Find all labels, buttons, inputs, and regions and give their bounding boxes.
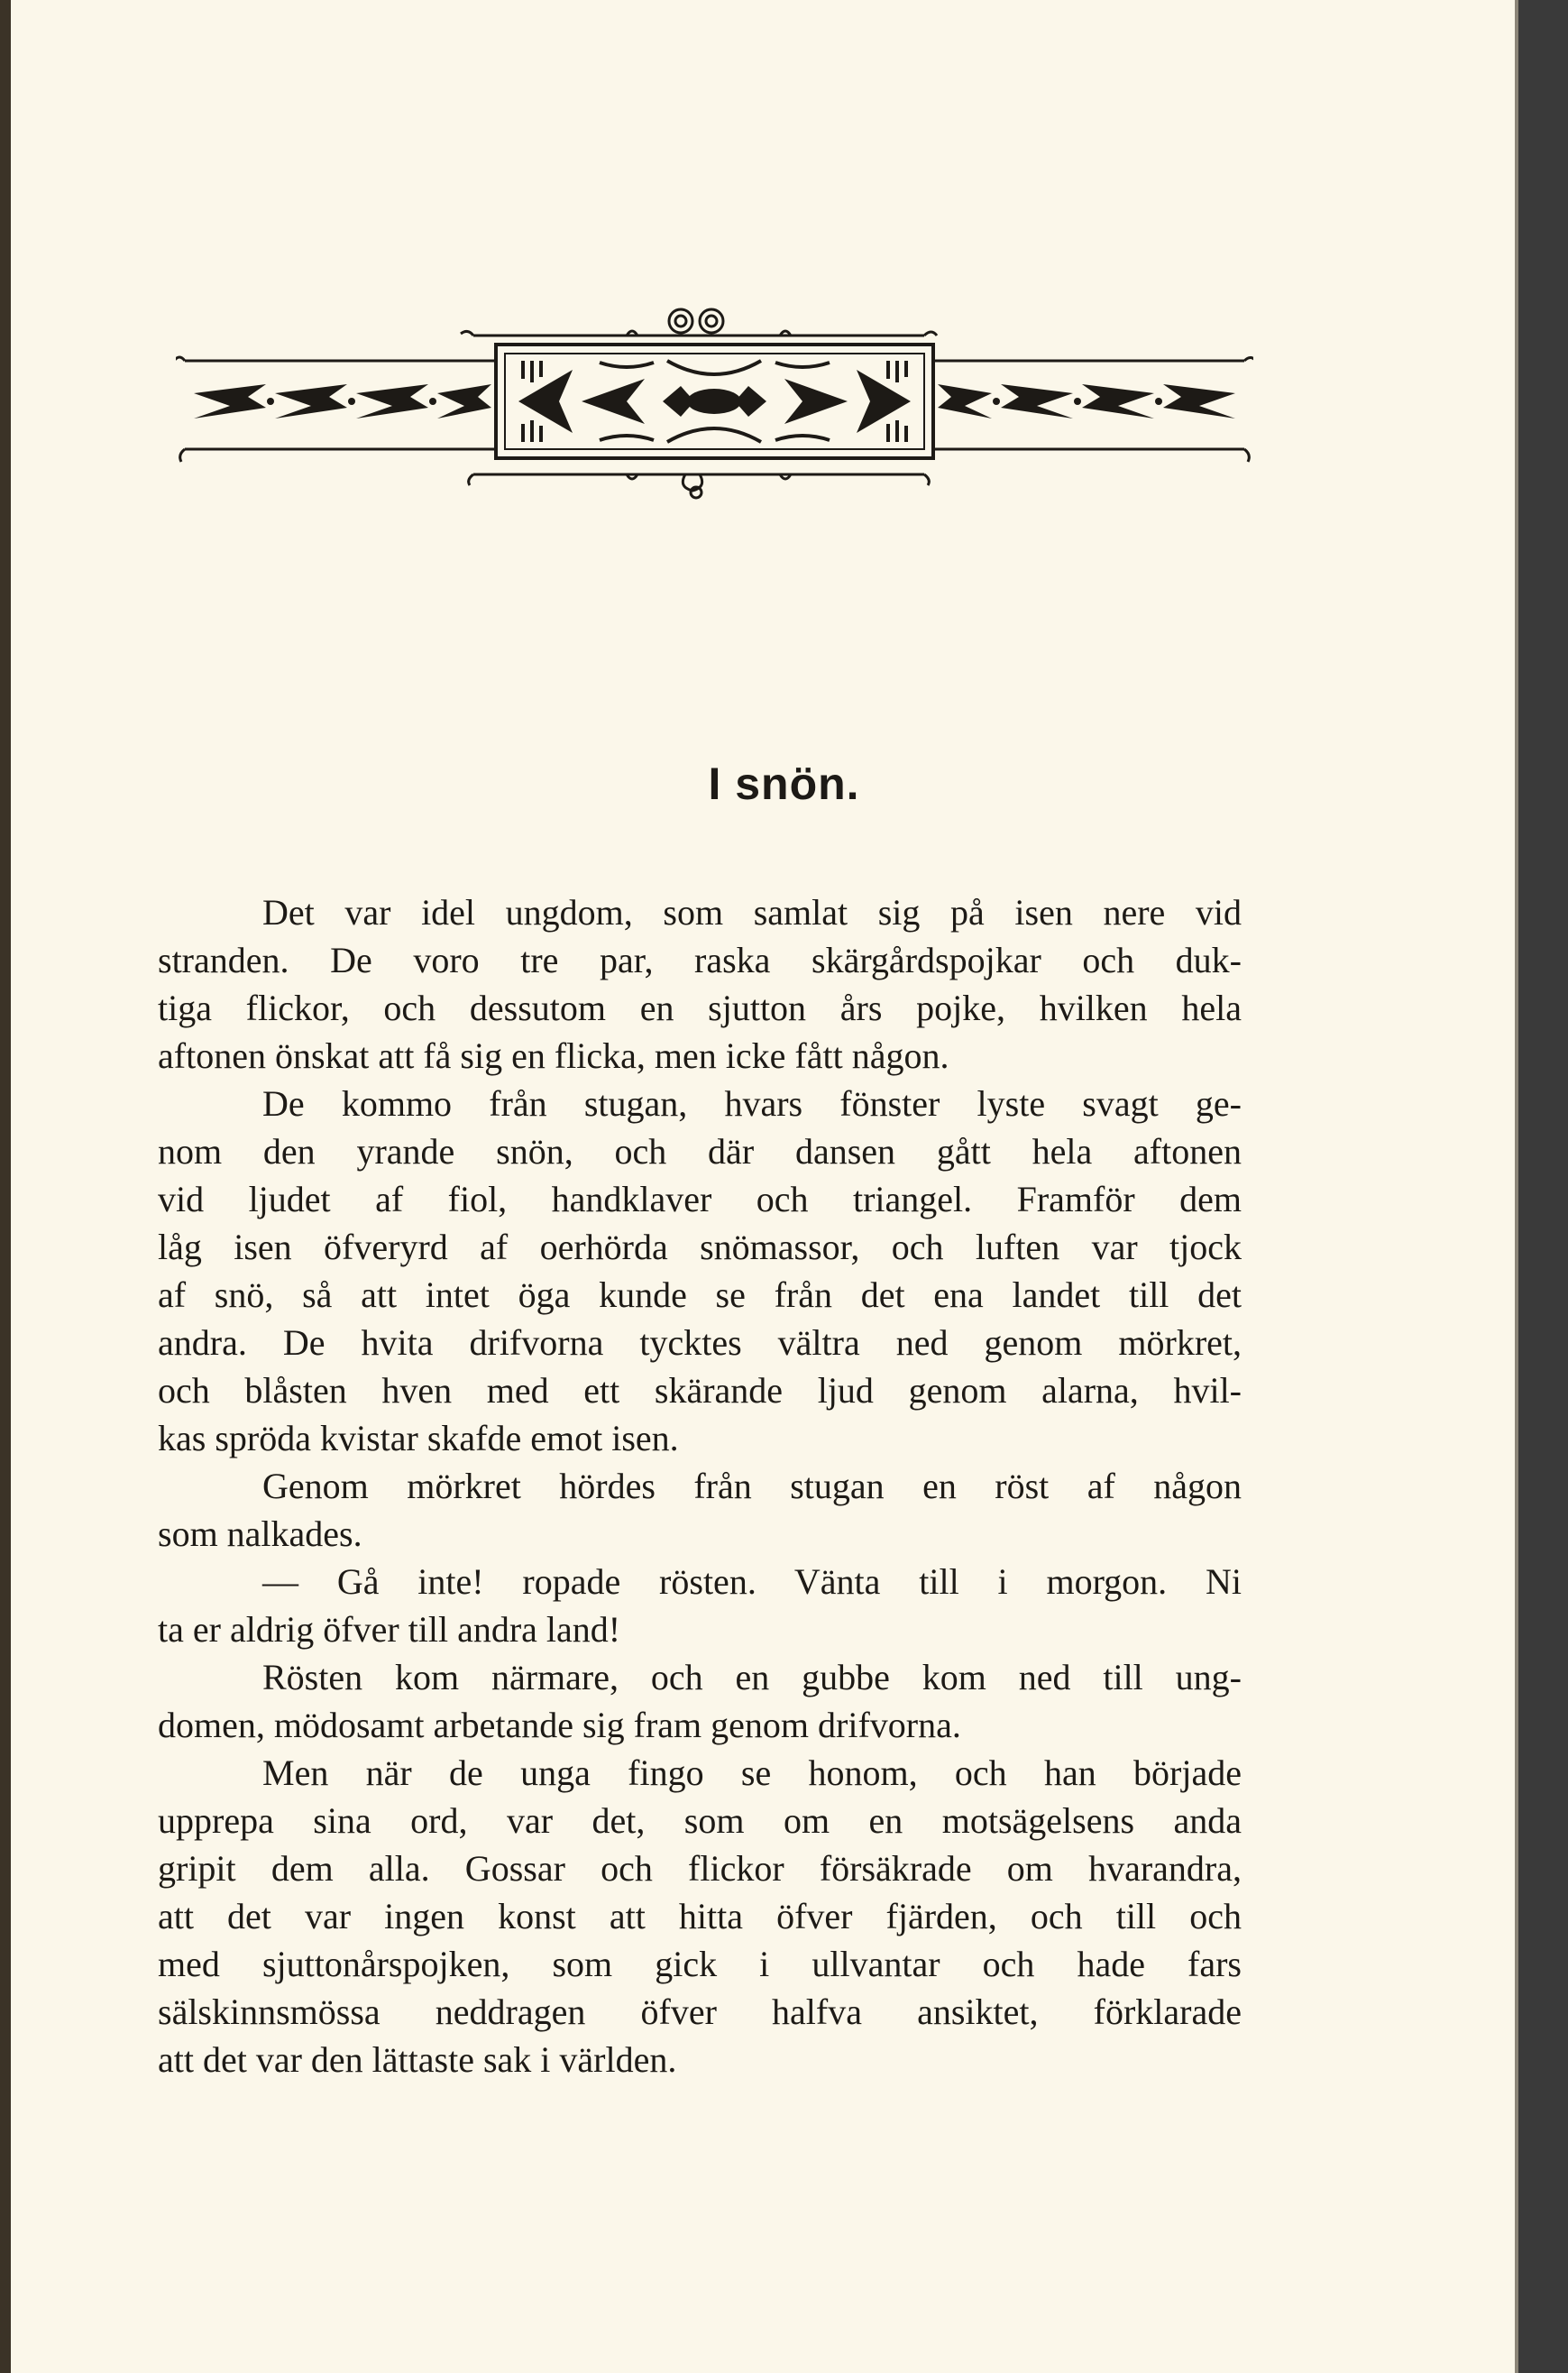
text-line: domen, mödosamt arbetande sig fram genom drifvorna. xyxy=(158,1705,961,1745)
text-line: låg isen öfveryrd af oerhörda snömassor, och luften var tjock xyxy=(158,1227,1242,1267)
header-ornament-icon xyxy=(176,307,1253,514)
text-line: och blåsten hven med ett skärande ljud genom alarna, hvil- xyxy=(158,1370,1242,1411)
text-line: ta er aldrig öfver till andra land! xyxy=(158,1609,621,1650)
text-line: aftonen önskat att få sig en flicka, men icke fått någon. xyxy=(158,1035,949,1076)
text-line: att det var den lättaste sak i världen. xyxy=(158,2039,677,2080)
text-line: andra. De hvita drifvorna tycktes vältra ned genom mörkret, xyxy=(158,1322,1242,1363)
text-line: Det var idel ungdom, som samlat sig på isen nere vid xyxy=(262,892,1242,933)
text-line: De kommo från stugan, hvars fönster lyste svagt ge- xyxy=(262,1083,1242,1124)
text-line: Men när de unga fingo se honom, och han började xyxy=(262,1752,1242,1793)
text-line: tiga flickor, och dessutom en sjutton års pojke, hvilken hela xyxy=(158,988,1242,1028)
body-text xyxy=(158,888,1242,2083)
text-line: med sjuttonårspojken, som gick i ullvantar och hade fars xyxy=(158,1944,1242,1984)
page-left-edge xyxy=(0,0,11,2373)
page-right-edge xyxy=(1518,0,1568,2373)
text-line: Genom mörkret hördes från stugan en röst af någon xyxy=(262,1466,1242,1506)
text-line: Rösten kom närmare, och en gubbe kom ned till ung- xyxy=(262,1657,1242,1697)
text-line: nom den yrande snön, och där dansen gått hela aftonen xyxy=(158,1131,1242,1172)
chapter-title: I snön. xyxy=(708,759,860,809)
text-line: af snö, så att intet öga kunde se från det ena landet till det xyxy=(158,1274,1242,1315)
text-line: gripit dem alla. Gossar och flickor försäkrade om hvarandra, xyxy=(158,1848,1242,1889)
text-line: kas spröda kvistar skafde emot isen. xyxy=(158,1418,679,1458)
text-line: vid ljudet af fiol, handklaver och triangel. Framför dem xyxy=(158,1179,1242,1219)
text-line: stranden. De voro tre par, raska skärgårdspojkar och duk- xyxy=(158,940,1242,980)
text-line: — Gå inte! ropade rösten. Vänta till i morgon. Ni xyxy=(262,1561,1242,1602)
text-line: upprepa sina ord, var det, som om en motsägelsens anda xyxy=(158,1800,1242,1841)
text-line: att det var ingen konst att hitta öfver fjärden, och till och xyxy=(158,1896,1242,1936)
text-line: som nalkades. xyxy=(158,1513,362,1554)
text-line: sälskinnsmössa neddragen öfver halfva ansiktet, förklarade xyxy=(158,1991,1242,2032)
